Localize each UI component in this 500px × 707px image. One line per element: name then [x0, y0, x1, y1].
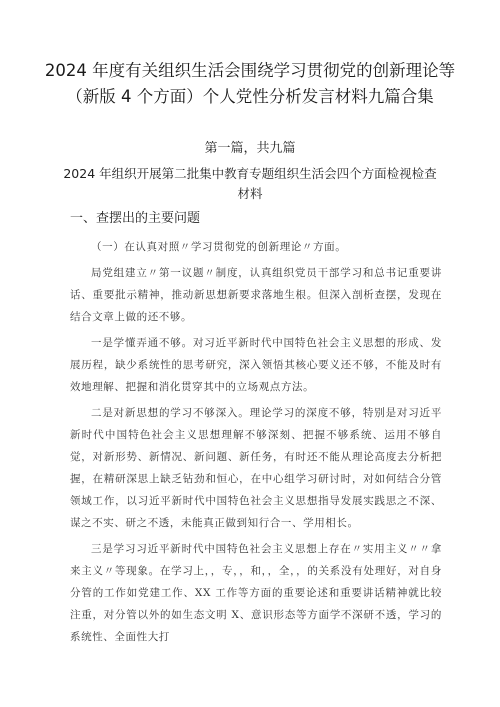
paragraph: 二是对新思想的学习不够深入。理论学习的深度不够，特别是对习近平新时代中国特色社会主义思想理解不够深刻、把握不够系统、运用不够自觉，对新形势、新情况、新问题、新任务，有时还不能从理论高度去分析把握，在精研深思上缺乏钻劲和恒心，在中心组学习研讨时，对如何结合分管领域工作，以习近平新时代中国特色社会主义思想指导发展实践思之不深、谋之不实、研之不透，未能真正做到知行合一、学用相长。: [70, 407, 442, 529]
section-subtitle: 2024 年组织开展第二批集中教育专题组织生活会四个方面检视检查材料: [63, 166, 437, 201]
paragraph: 三是学习习近平新时代中国特色社会主义思想上存在〃实用主义〃〃拿来主义〃等现象。在学习上，，专，，和，，全，，的关系没有处理好，对自身分管的工作如党建工作、XX 工作等方面的重要论述和重要讲话精神就比较注重，对分管以外的如生态文明 X、意识形态等方面学不深研不透，学习的系统性、全面性大打: [70, 543, 442, 643]
paragraph: 一是学懂弄通不够。对习近平新时代中国特色社会主义思想的形成、发展历程，缺少系统性的思考研究，深入领悟其核心要义还不够，不能及时有效地理解、把握和消化贯穿其中的立场观点方法。: [70, 337, 442, 393]
heading-main-problems: 一、查摆出的主要问题: [70, 211, 201, 226]
document-title: 2024 年度有关组织生活会围绕学习贯彻党的创新理论等（新版 4 个方面）个人党性分析发言材料九篇合集: [44, 61, 456, 106]
section-title: 第一篇，共九篇: [204, 141, 296, 156]
paragraph: （一）在认真对照〃学习贯彻党的创新理论〃方面。: [91, 241, 347, 253]
paragraph: 局党组建立〃第一议题〃制度，认真组织党员干部学习和总书记重要讲话、重要批示精神，推动新思想新要求落地生根。但深入剖析查摆，发现在结合文章上做的还不够。: [70, 267, 442, 323]
document-body: [70, 236, 442, 652]
